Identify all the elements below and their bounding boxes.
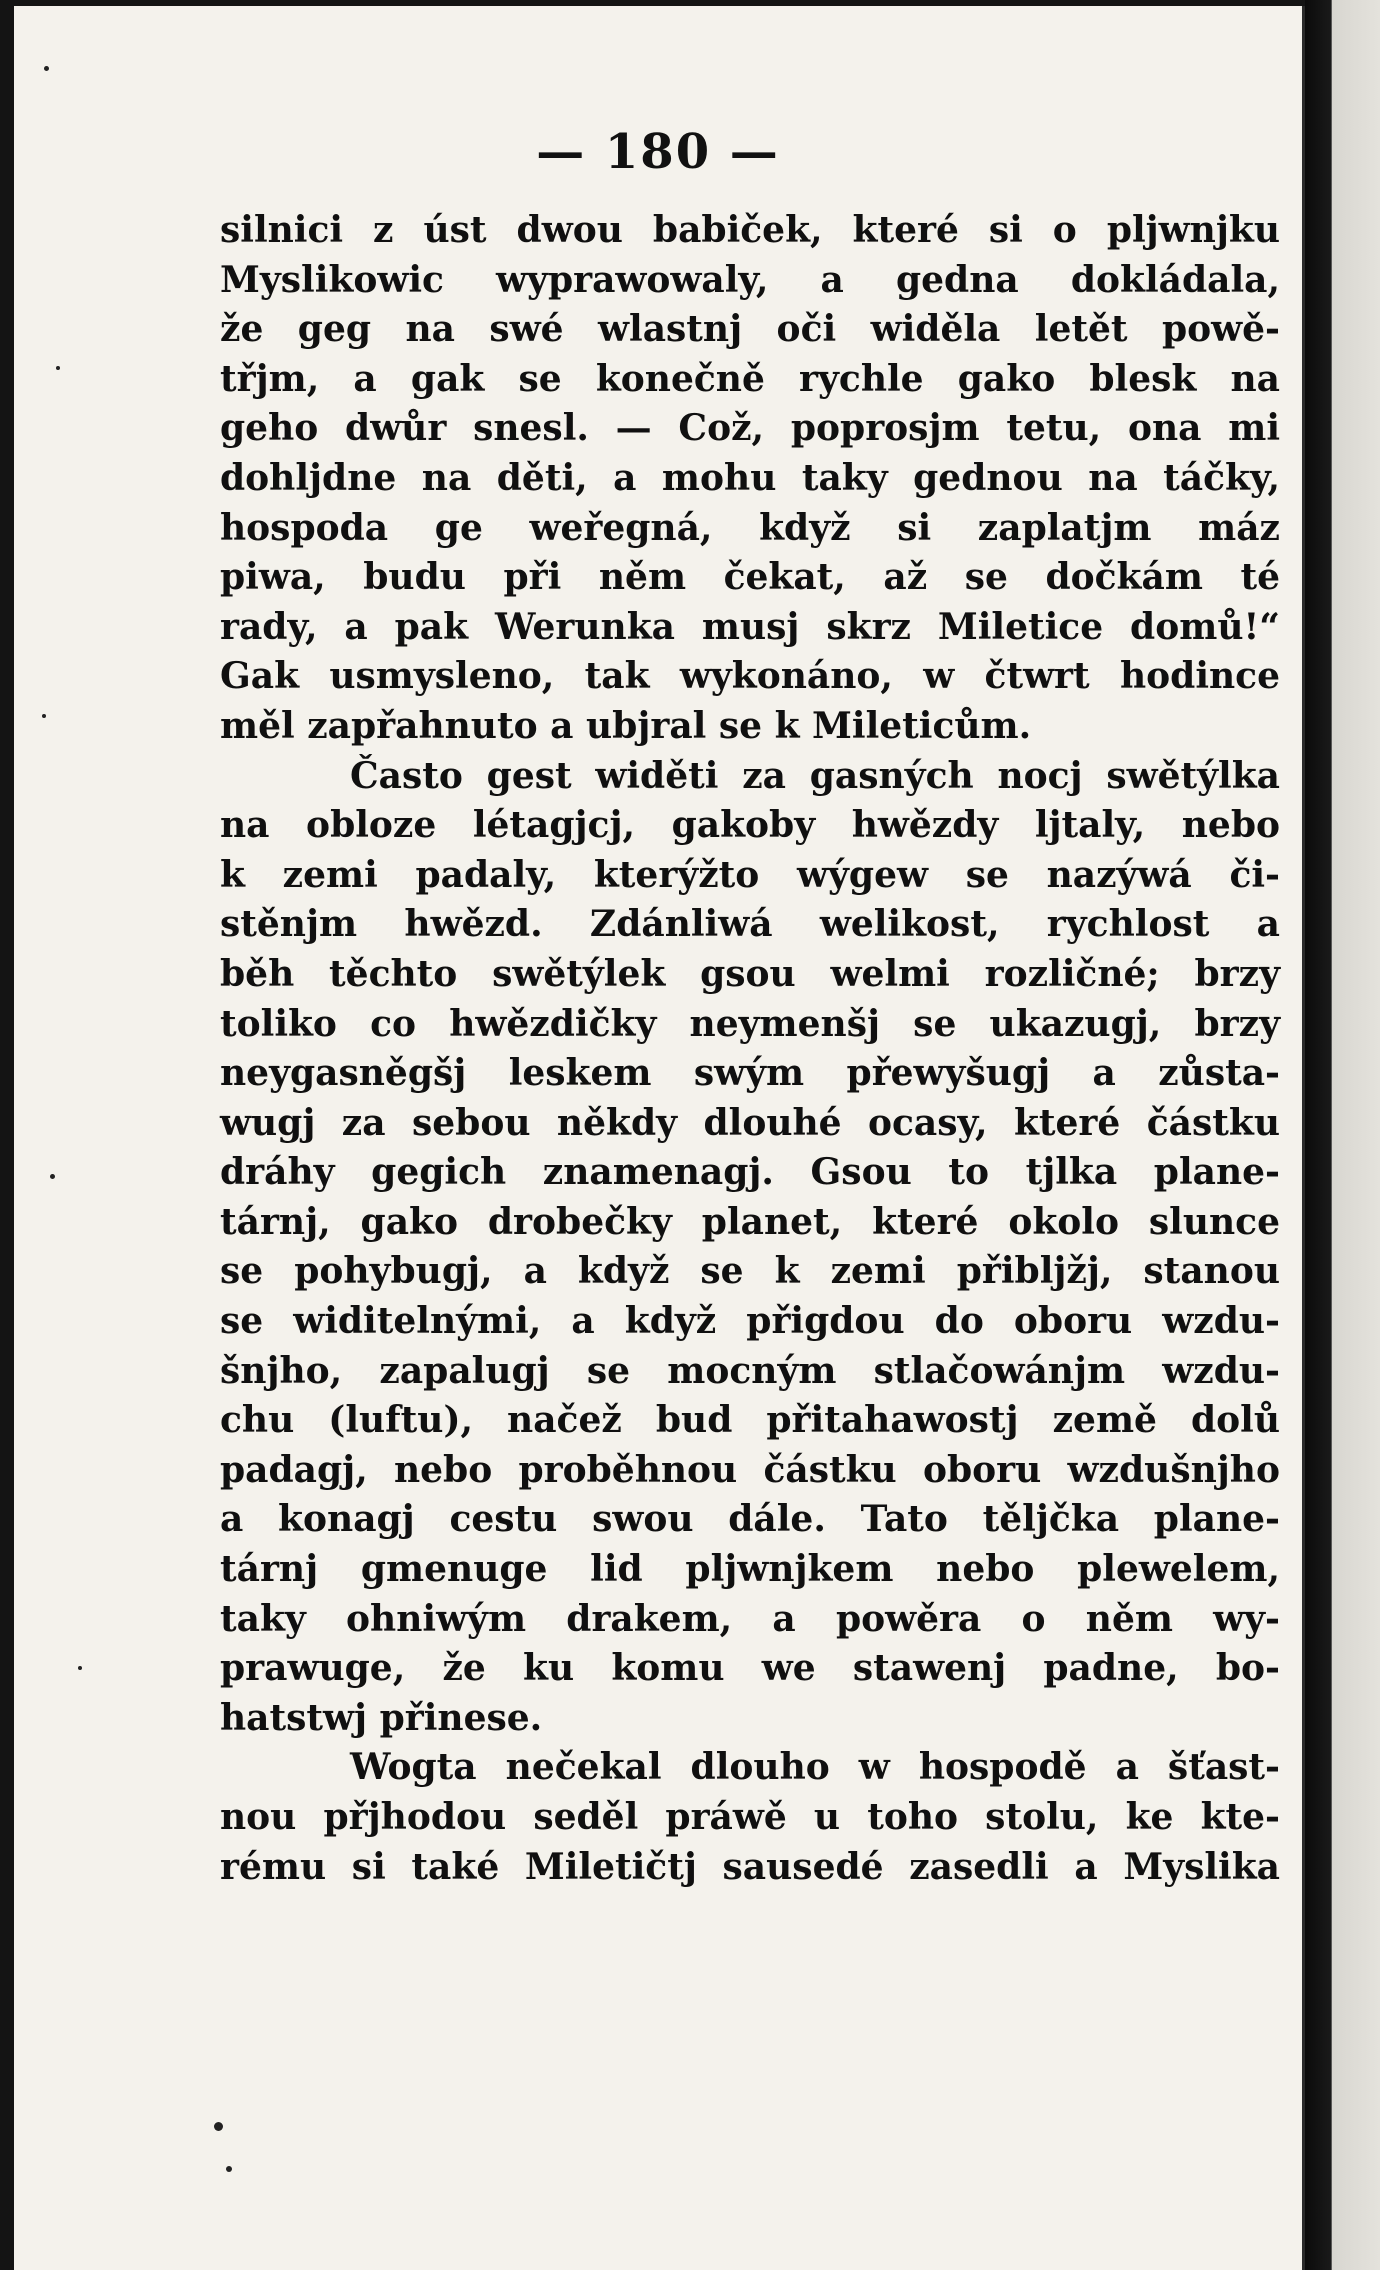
text-line: taky ohniwým drakem, a powěra o něm wy- (220, 1597, 1280, 1640)
text-line: měl zapřahnuto a ubjral se k Mileticům. (220, 704, 1032, 747)
text-line: prawuge, že ku komu we stawenj padne, bo- (220, 1647, 1280, 1690)
text-line: piwa, budu při něm čekat, až se dočkám té (220, 556, 1280, 599)
text-line: chu (luftu), načež bud přitahawostj země dolů (220, 1399, 1280, 1442)
text-line: tárnj, gako drobečky planet, které okolo slunce (220, 1200, 1280, 1243)
text-line: rady, a pak Werunka musj skrz Miletice domů!“ (220, 605, 1280, 648)
text-line: padagj, nebo proběhnou částku oboru wzdušnjho (220, 1448, 1280, 1491)
text-line: a konagj cestu swou dále. Tato těljčka plane- (220, 1498, 1280, 1541)
adjacent-page-edge (1305, 0, 1380, 2270)
text-line: hospoda ge weřegná, když si zaplatjm máz (220, 506, 1280, 549)
text-line: Často gest widěti za gasných nocj swětýlka (350, 754, 1280, 797)
text-line: geho dwůr snesl. — Což, poprosjm tetu, ona mi (220, 407, 1280, 450)
text-line: běh těchto swětýlek gsou welmi rozličné; brzy (220, 952, 1280, 995)
text-line: na obloze létagjcj, gakoby hwězdy ljtaly, nebo (220, 804, 1280, 847)
text-line: silnici z úst dwou babiček, které si o pljwnjku (220, 209, 1280, 251)
text-line: neygasněgšj leskem swým přewyšugj a zůsta- (220, 1052, 1280, 1095)
text-line: třjm, a gak se konečně rychle gako blesk na (220, 357, 1280, 400)
text-line: Wogta nečekal dlouho w hospodě a šťast- (350, 1746, 1280, 1789)
text-line: wugj za sebou někdy dlouhé ocasy, které částku (220, 1101, 1280, 1144)
text-line: šnjho, zapalugj se mocným stlačowánjm wzdu- (220, 1349, 1280, 1392)
text-line: stěnjm hwězd. Zdánliwá welikost, rychlost a (220, 903, 1280, 946)
body-text (220, 206, 1280, 1892)
text-line: dráhy gegich znamenagj. Gsou to tjlka plane- (220, 1151, 1280, 1194)
text-line: hatstwj přinese. (220, 1696, 543, 1739)
text-line: k zemi padaly, kterýžto wýgew se nazýwá či- (220, 853, 1280, 896)
text-line: Gak usmysleno, tak wykonáno, w čtwrt hodince (220, 655, 1280, 698)
text-line: se widitelnými, a když přigdou do oboru wzdu- (220, 1300, 1280, 1343)
text-line: tárnj gmenuge lid pljwnjkem nebo plewelem, (220, 1548, 1280, 1591)
page-number: — 180 — (536, 124, 780, 180)
text-line: Myslikowic wyprawowaly, a gedna dokládala, (220, 258, 1280, 301)
text-line: že geg na swé wlastnj oči widěla letět powě- (220, 308, 1280, 351)
book-page (14, 6, 1305, 2270)
text-line: rému si také Miletičtj sausedé zasedli a Myslika (220, 1845, 1280, 1888)
text-line: tolikо co hwězdičky neymenšj se ukazugj, brzy (220, 1002, 1280, 1045)
text-line: dohljdne na děti, a mohu taky gednou na táčky, (220, 456, 1280, 499)
text-line: se pohybugj, a když se k zemi přibljžj, stanou (220, 1250, 1280, 1293)
text-line: nou přjhodou seděl práwě u toho stolu, ke kte- (220, 1796, 1280, 1838)
